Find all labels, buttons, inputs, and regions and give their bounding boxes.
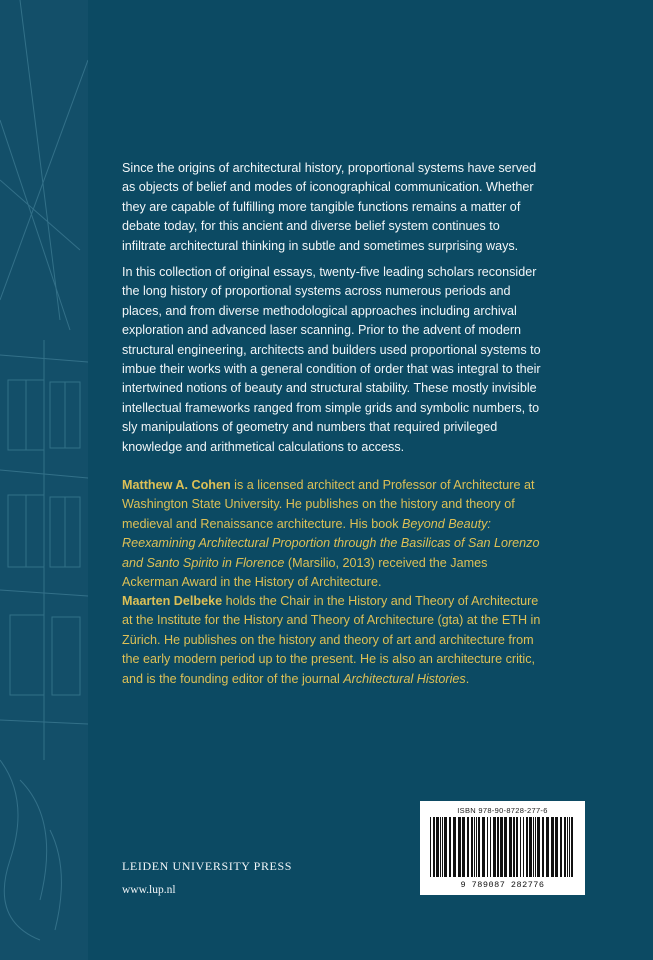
author-bio-cohen [122, 476, 542, 592]
barcode-bar [444, 817, 447, 877]
author-name-cohen: Matthew A. Cohen [122, 478, 231, 492]
barcode-bar [440, 817, 441, 877]
barcode-bar [500, 817, 503, 877]
bio-cohen-part1: is a licensed architect and Professor of Architecture at Washington State University. He publishes on the history and theory of medieval and Renaissance architecture. His book [122, 478, 535, 531]
barcode-bar [546, 817, 549, 877]
barcode-bar [458, 817, 461, 877]
barcode-bar [537, 817, 540, 877]
bio-delbeke-part2: . [465, 671, 470, 686]
barcode-bar [567, 817, 568, 877]
barcode-bar [542, 817, 544, 877]
journal-title: Architectural Histories [343, 671, 466, 686]
barcode-bar [526, 817, 528, 877]
author-bio-delbeke [122, 592, 542, 689]
architectural-sketch-strip [0, 0, 88, 960]
barcode-bar [474, 817, 475, 877]
barcode-bar [482, 817, 485, 877]
barcode-bar [569, 817, 570, 877]
barcode-bar [555, 817, 558, 877]
barcode-bar [529, 817, 532, 877]
publisher-name: LEIDEN UNIVERSITY PRESS [122, 859, 293, 873]
barcode-bar [433, 817, 435, 877]
blurb-paragraph-1 [122, 159, 542, 256]
isbn-label: ISBN 978-90-8728-277-6 [457, 806, 548, 815]
barcode-bar [467, 817, 469, 877]
barcode-bar [520, 817, 521, 877]
barcode-bar [535, 817, 536, 877]
barcode-bar [509, 817, 512, 877]
blurb-paragraph-2 [122, 263, 542, 457]
barcode-bar [504, 817, 507, 877]
blurb-text-2: In this collection of original essays, twenty-five leading scholars reconsider the long history of proportional systems across numerous periods and places, and from diverse methodological approaches including archival exploration and advanced laser scanning. Prior to the advent of modern structural engineering, architects and builders used proportional systems to imbue their works with a general condition of order that was integral to their intertwined notions of beauty and structural stability. These mostly invisible intellectual frameworks ranged from simple grids and symbolic numbers, to sly manipulations of geometry and numbers that required privileged knowledge and arithmetical calculations to access. [122, 265, 541, 454]
barcode-bar [551, 817, 554, 877]
bio-cohen-part2: (Marsilio, 2013) received the James Ackerman Award in the History of Architecture. [122, 555, 488, 590]
barcode-bar [513, 817, 515, 877]
barcode-bar [490, 817, 491, 877]
barcode-bar [497, 817, 499, 877]
bio-cohen-text [122, 476, 542, 592]
isbn-barcode [420, 801, 585, 895]
barcode-bar [487, 817, 488, 877]
barcode-bar [516, 817, 518, 877]
barcode-bar [478, 817, 480, 877]
barcode-bar [449, 817, 451, 877]
barcode-bar [493, 817, 496, 877]
barcode-bar [564, 817, 566, 877]
barcode-bar [453, 817, 456, 877]
barcode-bar [533, 817, 534, 877]
barcode-bar [560, 817, 562, 877]
publisher-url[interactable]: www.lup.nl [122, 884, 176, 896]
barcode-bar [430, 817, 431, 877]
bio-delbeke-part1: holds the Chair in the History and Theory of Architecture at the Institute for the History and Theory of Architecture (gta) at the ETH in Zürich. He publishes on the history and theory of art and architecture from the early modern period up to the present. He is also an architecture critic, and is the founding editor of the journal [122, 594, 541, 686]
book-title: Beyond Beauty: Reexamining Architectural Proportion through the Basilicas of San Lorenzo and Santo Spirito in Florence [122, 516, 540, 570]
barcode-bar [476, 817, 477, 877]
bio-delbeke-text [122, 592, 542, 689]
sketch-drawing [0, 0, 88, 960]
barcode-bar [523, 817, 524, 877]
barcode-bar [571, 817, 573, 877]
blurb-text-1: Since the origins of architectural history, proportional systems have served as objects of belief and modes of iconographical communication. Whether they are capable of fulfilling more tangible functions remains a matter of debate today, for this ancient and diverse belief system continues to infiltrate architectural thinking in subtle and sometimes surprising ways. [122, 161, 537, 253]
barcode-bar [471, 817, 473, 877]
isbn-digits: 9 789087 282776 [460, 880, 545, 890]
barcode-bar [442, 817, 443, 877]
barcode-bars [428, 817, 577, 879]
author-name-delbeke: Maarten Delbeke [122, 594, 223, 608]
barcode-bar [436, 817, 439, 877]
barcode-bar [462, 817, 465, 877]
